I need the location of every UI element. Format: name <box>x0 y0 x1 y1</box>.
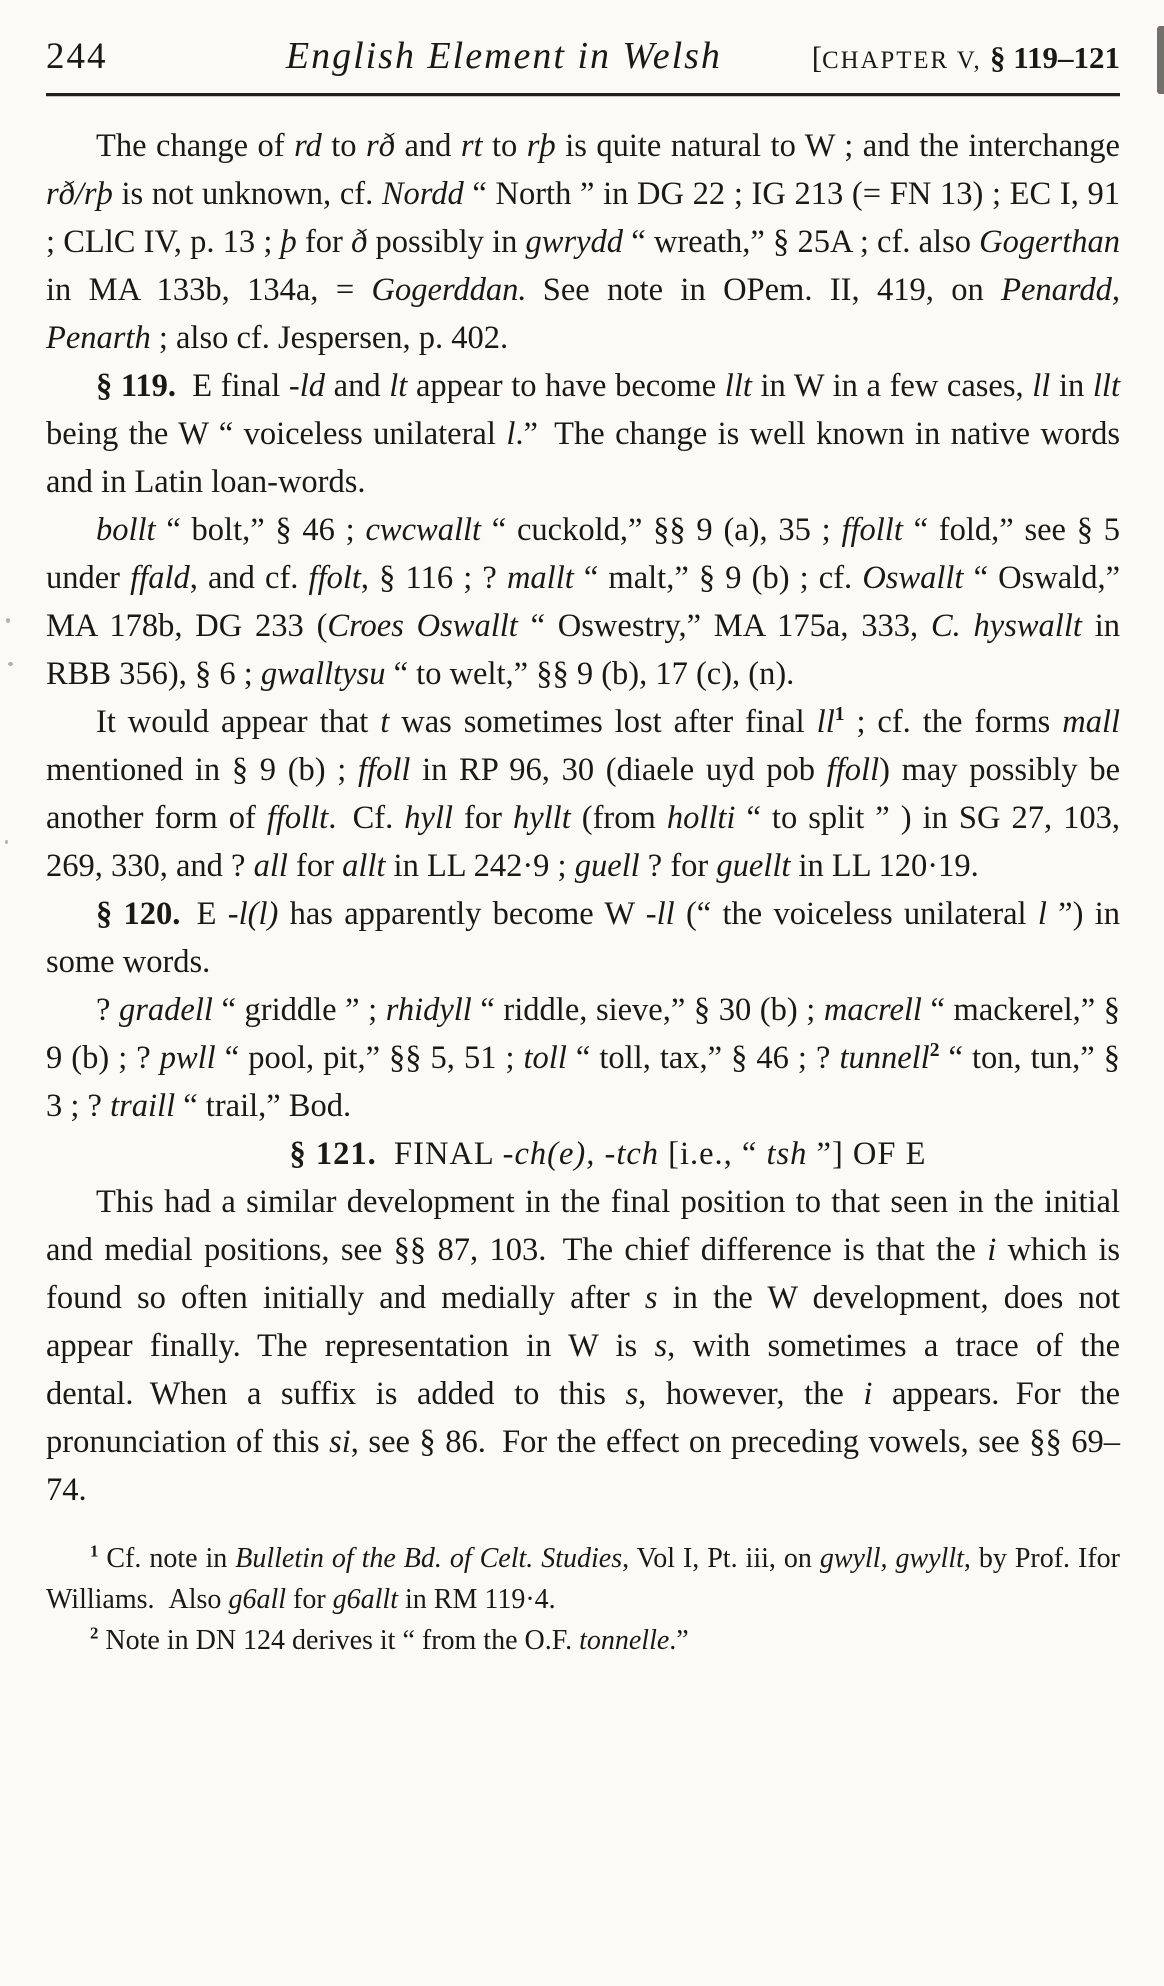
text-segment: and <box>394 128 461 164</box>
text-segment: CHAPTER V, <box>822 47 990 74</box>
text-segment: § 119. <box>96 368 176 404</box>
paragraph-lost-t <box>46 698 1120 890</box>
text-segment: .” <box>669 1625 689 1656</box>
text-segment: in <box>1050 368 1093 404</box>
text-segment: in the W development, does not appear finally. The representation in W is <box>46 1280 1120 1364</box>
text-segment: ll <box>1032 368 1051 404</box>
text-segment: for <box>296 224 352 260</box>
text-segment: in LL 120·19. <box>790 848 979 884</box>
text-segment: Croes Oswallt <box>327 608 518 644</box>
text-segment: appears. For the pronunciation of this <box>46 1376 1120 1460</box>
text-segment: traill <box>110 1088 176 1124</box>
text-segment: This had a similar development in the final position to that seen in the initial and medial positions, see §§ 87, 103. The chief difference is that the <box>46 1184 1120 1268</box>
text-segment: rþ <box>526 128 556 164</box>
text-segment: to <box>321 128 367 164</box>
text-segment: bollt <box>96 512 156 548</box>
scan-artifact-speck <box>6 618 10 623</box>
text-segment: Oswallt <box>862 560 964 596</box>
text-segment: and <box>325 368 390 404</box>
text-segment: E final - <box>175 368 300 404</box>
text-segment: “ to split ” ) in SG 27, 103, 269, 330, and ? <box>46 800 1121 884</box>
text-segment: l <box>1037 896 1047 932</box>
text-segment: “ ton, tun,” § 3 ; ? <box>46 1040 1120 1124</box>
text-segment: Cf. note in <box>98 1543 236 1574</box>
text-segment: “ mackerel,” § 9 (b) ; ? <box>46 992 1121 1076</box>
text-segment: rhidyll <box>385 992 472 1028</box>
text-segment: , see § 86. For the effect on preceding vowels, see §§ 69–74. <box>46 1424 1120 1508</box>
text-segment: macrell <box>823 992 922 1028</box>
text-segment: ll <box>816 704 835 740</box>
text-segment: rð/rþ <box>46 176 113 212</box>
text-segment: ”] OF E <box>807 1136 927 1172</box>
paragraph-section-119 <box>46 362 1120 506</box>
text-segment: Gogerthan <box>979 224 1120 260</box>
text-segment: pwll <box>159 1040 216 1076</box>
text-segment: possibly in <box>367 224 526 260</box>
text-segment: FINAL <box>376 1136 503 1172</box>
text-segment: . Cf. <box>328 800 405 836</box>
text-segment: si <box>329 1424 351 1460</box>
page-header <box>46 34 1120 78</box>
text-segment: ? <box>96 992 120 1028</box>
text-segment: , with sometimes a trace of the dental. When a suffix is added to this <box>46 1328 1121 1412</box>
text-segment: “ malt,” § 9 (b) ; cf. <box>573 560 863 596</box>
text-segment: in MA 133b, 134a, = <box>46 272 372 308</box>
text-segment: Bulletin of the Bd. of Celt. Studies <box>235 1543 623 1574</box>
text-segment: (“ the voiceless unilateral <box>674 896 1038 932</box>
text-segment: “ toll, tax,” § 46 ; ? <box>566 1040 840 1076</box>
text-segment: ”) in some words. <box>46 896 1120 980</box>
paragraph-section-120 <box>46 890 1120 986</box>
text-segment: in RBB 356), § 6 ; <box>46 608 1120 692</box>
text-segment: , however, the <box>638 1376 864 1412</box>
text-segment: The change of <box>96 128 295 164</box>
text-segment: being the W “ voiceless unilateral <box>46 416 507 452</box>
text-segment: [i.e., “ <box>659 1136 767 1172</box>
scan-artifact-speck <box>8 662 13 666</box>
section-heading-121 <box>46 1130 1120 1178</box>
text-segment: has apparently become W - <box>278 896 657 932</box>
text-segment: 2 <box>90 1623 99 1643</box>
scan-artifact-speck <box>5 840 8 844</box>
text-segment: , § 116 ; ? <box>360 560 507 596</box>
text-segment: gwyll, gwyllt <box>819 1543 964 1574</box>
footnote-1 <box>46 1538 1120 1620</box>
text-segment: gwrydd <box>525 224 624 260</box>
text-segment: mentioned in § 9 (b) ; <box>46 752 359 788</box>
text-segment: s <box>644 1280 658 1316</box>
text-segment: See note in OPem. II, 419, on <box>526 272 1002 308</box>
text-segment: § 119–121 <box>989 40 1120 75</box>
text-segment: in LL 242·9 ; <box>385 848 575 884</box>
text-segment: ) may possibly be another form of <box>46 752 1120 836</box>
text-segment: § 121. <box>289 1136 377 1172</box>
text-segment: is not unknown, cf. <box>112 176 382 212</box>
text-segment: llt <box>1092 368 1120 404</box>
text-segment: “ cuckold,” §§ 9 (a), 35 ; <box>481 512 842 548</box>
text-segment: hollti <box>666 800 736 836</box>
paragraph-rd-rth <box>46 122 1120 362</box>
text-segment: guell <box>574 848 640 884</box>
text-segment: Penardd, Penarth <box>46 272 1121 356</box>
text-segment: It would appear that <box>96 704 381 740</box>
text-segment: in RP 96, 30 (diaele uyd pob <box>410 752 827 788</box>
text-segment: ffollt <box>841 512 903 548</box>
text-segment: ll <box>656 896 675 932</box>
text-segment: hyllt <box>512 800 571 836</box>
text-segment: Nordd <box>381 176 464 212</box>
text-segment: “ pool, pit,” §§ 5, 51 ; <box>215 1040 524 1076</box>
text-segment: hyll <box>404 800 453 836</box>
text-segment: 1 <box>90 1541 99 1561</box>
text-segment: [ <box>811 40 823 75</box>
text-segment: cwcwallt <box>365 512 482 548</box>
text-segment: appear to have become <box>407 368 725 404</box>
text-segment: C. hyswallt <box>930 608 1082 644</box>
text-segment: was sometimes lost after final <box>389 704 817 740</box>
running-title: English Element in Welsh <box>285 35 722 77</box>
page-body <box>46 122 1120 1514</box>
text-segment: rd <box>294 128 322 164</box>
text-segment: llt <box>724 368 752 404</box>
text-segment: i <box>987 1232 997 1268</box>
header-rule <box>46 93 1120 96</box>
text-segment: mallt <box>506 560 574 596</box>
text-segment: Note in DN 124 derives it “ from the O.F. <box>98 1625 580 1656</box>
text-segment: s <box>654 1328 668 1364</box>
text-segment: in RM 119·4. <box>398 1584 556 1615</box>
text-segment: for <box>286 1584 333 1615</box>
text-segment: “ to welt,” §§ 9 (b), 17 (c), (n). <box>385 656 795 692</box>
text-segment: , by Prof. Ifor Williams. Also <box>46 1543 1120 1615</box>
text-segment: g6allt <box>332 1584 398 1615</box>
text-segment: þ <box>280 224 297 260</box>
text-segment: tsh <box>766 1136 808 1172</box>
text-segment: is quite natural to W ; and the interchange <box>555 128 1120 164</box>
text-segment: ; also cf. Jespersen, p. 402. <box>150 320 509 356</box>
text-segment: “ wreath,” § 25A ; cf. also <box>623 224 980 260</box>
text-segment: “ riddle, sieve,” § 30 (b) ; <box>471 992 824 1028</box>
text-segment: all <box>253 848 288 884</box>
text-segment: toll <box>523 1040 567 1076</box>
text-segment: s <box>625 1376 639 1412</box>
chapter-reference <box>812 40 1120 76</box>
footnotes <box>46 1538 1120 1661</box>
text-segment: g6all <box>228 1584 286 1615</box>
text-segment: guellt <box>716 848 791 884</box>
text-segment: which is found so often initially and medially after <box>46 1232 1120 1316</box>
text-segment: gradell <box>119 992 213 1028</box>
text-segment: rð <box>366 128 395 164</box>
paragraph-gradell-examples <box>46 986 1120 1130</box>
text-segment: ld <box>299 368 326 404</box>
paragraph-bollt-examples <box>46 506 1120 698</box>
text-segment: tonnelle <box>579 1625 670 1656</box>
text-segment: “ Oswald,” MA 178b, DG 233 ( <box>46 560 1120 644</box>
scan-artifact-streak <box>1157 26 1164 94</box>
text-segment: l <box>506 416 516 452</box>
text-segment: § 120. <box>96 896 181 932</box>
page-number: 244 <box>46 36 108 77</box>
text-segment: “ griddle ” ; <box>212 992 386 1028</box>
text-segment: “ Oswestry,” MA 175a, 333, <box>517 608 931 644</box>
text-segment: ffoll <box>358 752 411 788</box>
text-segment: gwalltysu <box>260 656 386 692</box>
text-segment: ffald <box>130 560 190 596</box>
text-segment: E - <box>180 896 239 932</box>
text-segment: to <box>482 128 527 164</box>
text-segment: .” The change is well known in native words and in Latin loan-words. <box>46 416 1120 500</box>
text-segment: mall <box>1062 704 1120 740</box>
text-segment: i <box>863 1376 873 1412</box>
text-segment: , and cf. <box>189 560 309 596</box>
text-segment: ffollt <box>266 800 329 836</box>
text-segment: “ bolt,” § 46 ; <box>155 512 366 548</box>
text-segment: 1 <box>834 704 845 726</box>
text-segment: ; cf. the forms <box>844 704 1063 740</box>
text-segment: t <box>380 704 390 740</box>
text-segment: for <box>453 800 513 836</box>
text-segment: ? for <box>639 848 717 884</box>
text-segment: ð <box>351 224 368 260</box>
text-segment: “ North ” in DG 22 ; IG 213 (= FN 13) ; EC I, 91 ; CLlC IV, p. 13 ; <box>46 176 1120 260</box>
text-segment: ffolt <box>308 560 361 596</box>
text-segment: “ fold,” see § 5 under <box>46 512 1120 596</box>
text-segment: 2 <box>929 1040 940 1062</box>
paragraph-section-121-body <box>46 1178 1120 1514</box>
text-segment: lt <box>389 368 408 404</box>
text-segment: allt <box>342 848 386 884</box>
text-segment: rt <box>460 128 483 164</box>
text-segment: ffoll <box>826 752 880 788</box>
footnote-2 <box>46 1620 1120 1661</box>
text-segment: in W in a few cases, <box>751 368 1033 404</box>
text-segment: tunnell <box>839 1040 930 1076</box>
text-segment: “ trail,” Bod. <box>175 1088 352 1124</box>
text-segment: (from <box>570 800 667 836</box>
text-segment: , Vol I, Pt. iii, on <box>622 1543 820 1574</box>
text-segment: -ch(e), -tch <box>502 1136 660 1172</box>
text-segment: Gogerddan. <box>371 272 527 308</box>
text-segment: l(l) <box>238 896 279 932</box>
text-segment: for <box>287 848 343 884</box>
